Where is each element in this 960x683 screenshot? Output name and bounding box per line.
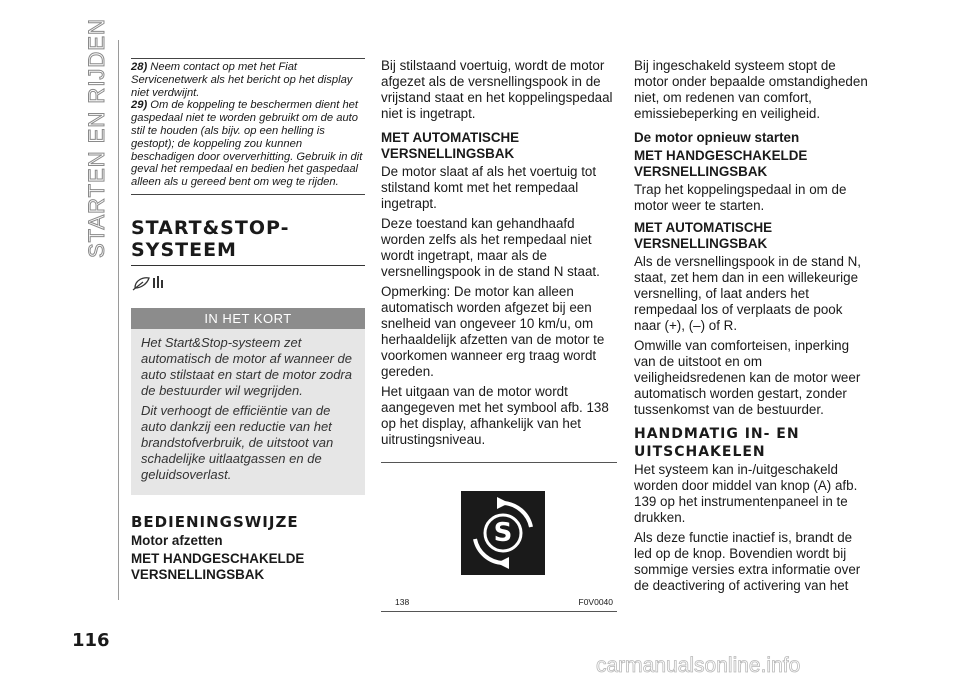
note-29	[131, 99, 365, 189]
note-29-text: Om de koppeling te beschermen dient het gaspedaal niet te worden gebruikt om de auto stil te houden (als bijv. op een helling is gestopt); de koppeling zou kunnen beschadigen door oververhitting. Gebruik in dit geval het rempedaal en bedien het gaspedaal alleen als u gereed bent om weg te rijden.	[131, 99, 363, 189]
heading-handmatig-line1: HANDMATIG IN- EN	[634, 426, 800, 442]
section-rule	[131, 265, 365, 266]
paragraph: Het uitgaan van de motor wordt aangegeven met het symbool afb. 138 op het display, afhankelijk van het uitrustingsniveau.	[381, 384, 609, 447]
summary-header: IN HET KORT	[131, 308, 365, 329]
heading-met-automatische: MET AUTOMATISCHE VERSNELLINGSBAK	[634, 220, 773, 251]
summary-box	[131, 329, 365, 495]
summary-paragraph-2: Dit verhoogt de efficiëntie van de auto dankzij een reductie van het brandstofverbruik, de uitstoot van schadelijke uitlaatgassen en de geluidsoverlast.	[141, 402, 334, 482]
notes-box	[131, 58, 365, 195]
chapter-side-title: STARTEN EN RIJDEN	[84, 18, 109, 258]
section-title-line2: SYSTEEM	[131, 238, 237, 261]
start-stop-letter: S	[493, 518, 513, 548]
watermark: carmanualsonline.info	[596, 654, 801, 677]
note-28-number: 28)	[131, 61, 148, 73]
column-middle	[381, 58, 617, 612]
figure-138	[381, 463, 617, 597]
heading-bedieningswijze: BEDIENINGSWIJZE	[131, 512, 299, 531]
heading-motor-opnieuw-starten: De motor opnieuw starten	[634, 130, 800, 145]
paragraph: Trap het koppelingspedaal in om de motor weer te starten.	[634, 182, 847, 213]
figure-code: F0V0040	[578, 597, 613, 607]
paragraph: De motor slaat af als het voertuig tot stilstand komt met het rempedaal ingetrapt.	[381, 164, 597, 211]
figure-number: 138	[395, 597, 410, 607]
heading-met-handgeschakelde: MET HANDGESCHAKELDE VERSNELLINGSBAK	[634, 148, 808, 179]
side-divider	[118, 40, 119, 600]
summary-paragraph-1: Het Start&Stop-systeem zet automatisch de motor af wanneer de auto stilstaat en start de motor zodra de bestuurder wil wegrijden.	[141, 334, 353, 398]
paragraph: Deze toestand kan gehandhaafd worden zelfs als het rempedaal niet wordt ingetrapt, maar als de versnellingspook in de stand N staat.	[381, 216, 600, 279]
heading-handmatig-line2: UITSCHAKELEN	[634, 444, 766, 460]
heading-met-handgeschakelde: MET HANDGESCHAKELDE VERSNELLINGSBAK	[131, 550, 305, 582]
paragraph: Omwille van comforteisen, inperking van de uitstoot en om veiligheidsredenen kan de motor weer automatisch worden gestart, zonder tussenkomst van de bestuurder.	[634, 338, 861, 417]
leaf-icon	[131, 274, 365, 292]
figure-caption	[381, 597, 617, 611]
paragraph: Opmerking: De motor kan alleen automatisch worden afgezet bij een snelheid van ongeveer 10 km/u, om herhaaldelijk afzetten van de motor te voorkomen wanneer erg traag wordt gereden.	[381, 284, 605, 379]
note-28	[131, 61, 365, 99]
page-number: 116	[72, 630, 110, 651]
column-left	[131, 58, 365, 585]
column-right	[634, 58, 870, 598]
paragraph: Het systeem kan in-/uitgeschakeld worden door middel van knop (A) afb. 139 op het instrumentenpaneel in te drukken.	[634, 462, 858, 525]
paragraph: Als deze functie inactief is, brandt de led op de knop. Bovendien wordt bij sommige versies extra informatie over de deactivering of activering van het	[634, 530, 861, 593]
paragraph: Als de versnellingspook in de stand N, staat, zet hem dan in een willekeurige versnelling, of laat anders het rempedaal los of verplaats de pook naar (+), (–) of R.	[634, 254, 862, 333]
start-stop-icon	[461, 491, 545, 575]
note-28-text: Neem contact op met het Fiat Servicenetwerk als het bericht op het display niet verdwijnt.	[131, 61, 353, 99]
note-29-number: 29)	[131, 99, 148, 112]
paragraph: Bij ingeschakeld systeem stopt de motor onder bepaalde omstandigheden niet, om redenen van comfort, emissiebeperking en veiligheid.	[634, 58, 868, 121]
section-title-line1: START&STOP-	[131, 216, 290, 239]
paragraph: Bij stilstaand voertuig, wordt de motor afgezet als de versnellingspook in de vrijstand staat en het koppelingspedaal niet is ingetrapt.	[381, 58, 613, 121]
figure-bottom-rule	[381, 611, 617, 612]
heading-met-automatische: MET AUTOMATISCHE VERSNELLINGSBAK	[381, 130, 520, 161]
heading-motor-afzetten: Motor afzetten	[131, 532, 223, 548]
